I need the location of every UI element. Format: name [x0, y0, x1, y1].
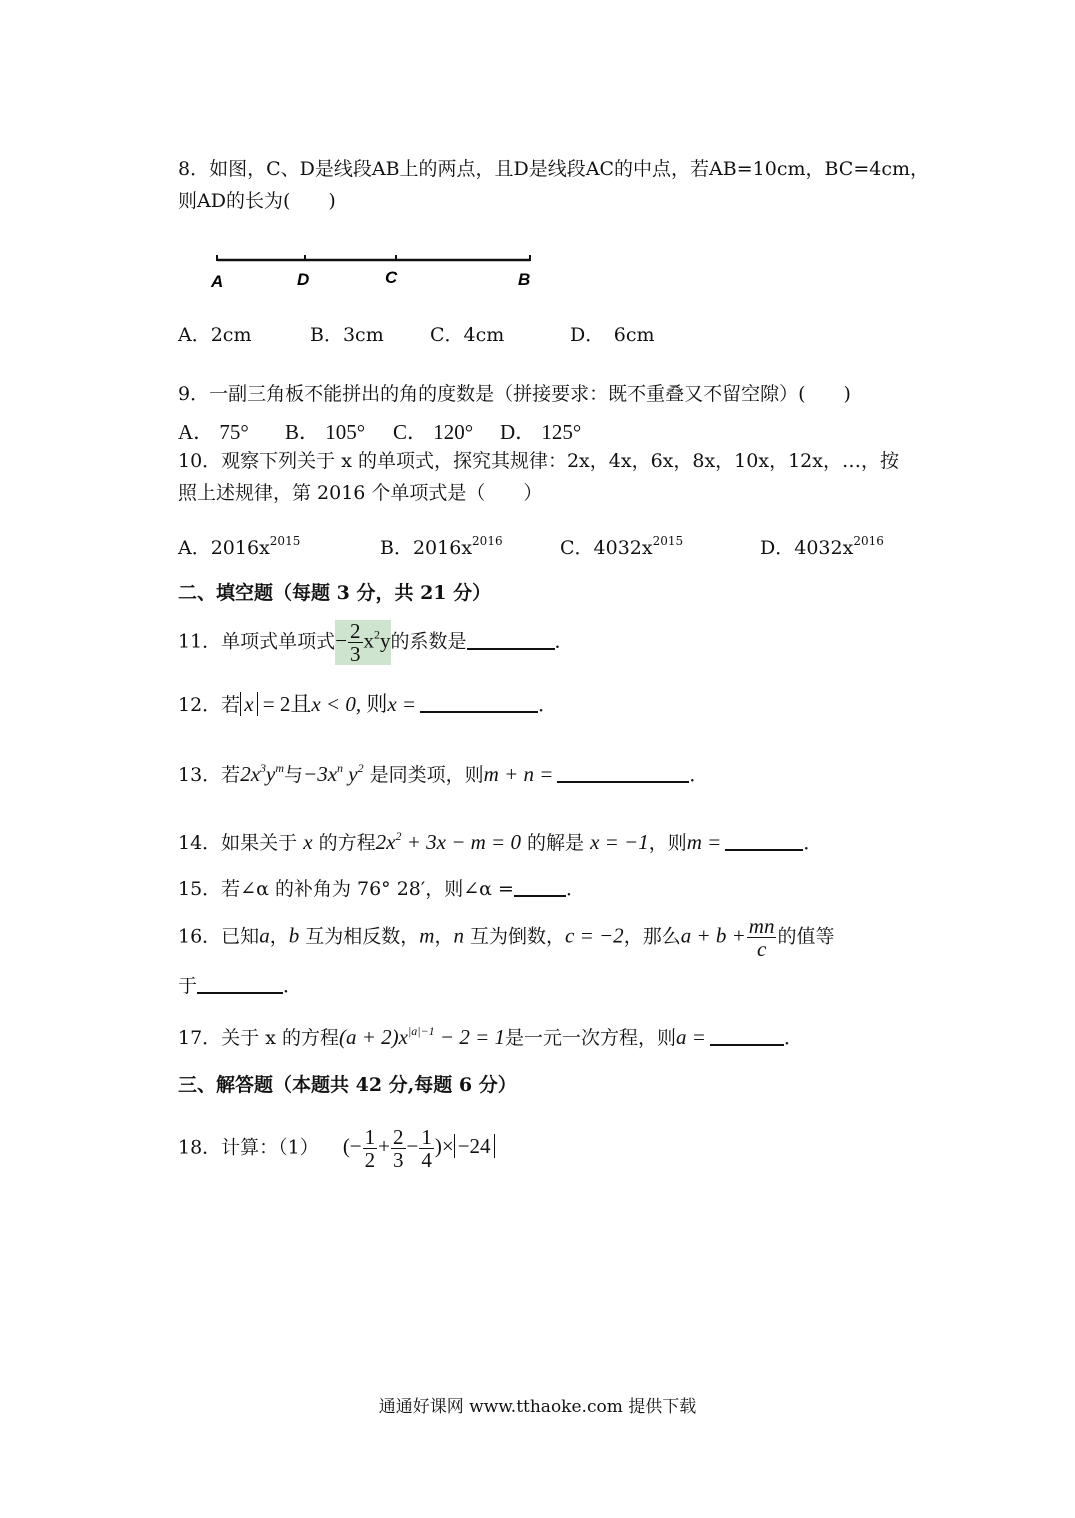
- q10-option-c: C．$4032x^{2015}$: [560, 534, 684, 559]
- q10-line2: 照上述规律，第 2016 个单项式是（ ）: [178, 482, 543, 504]
- point-label-b: B: [518, 270, 531, 289]
- q10-option-a: A．$2016x^{2015}$: [178, 534, 301, 559]
- section-2-heading: 二、填空题（每题 3 分，共 21 分）: [178, 582, 492, 604]
- q13-answer-blank[interactable]: [557, 765, 689, 783]
- q9-stem: 9．一副三角板不能拼出的角的度数是（拼接要求：既不重叠又不留空隙）( ): [178, 383, 851, 405]
- footer: 通通好课网 www.tthaoke.com 提供下载: [378, 1397, 697, 1417]
- q12-answer-blank[interactable]: [420, 695, 538, 713]
- q8-option-c: C．4cm: [430, 324, 505, 346]
- q16-line1: 16．已知a，b 互为相反数，m，n 互为倒数，c = −2，那么a + b + $\frac{mn}{c}$ 的值等: [178, 914, 835, 962]
- segment-figure: [205, 245, 545, 295]
- q9-option-a: A． 75°: [178, 420, 249, 444]
- q8-option-a: A．2cm: [178, 324, 252, 346]
- point-label-c: C: [385, 268, 398, 287]
- q16-line2: 于 ．: [178, 975, 303, 997]
- section-3-heading: 三、解答题（本题共 42 分,每题 6 分）: [178, 1074, 517, 1096]
- q9-option-b: B． 105°: [285, 420, 366, 444]
- q8-option-b: B．3cm: [310, 324, 384, 346]
- q11: 11．单项式单项式− $\frac{2}{3}$ $x^2y$的系数是 ．: [178, 619, 574, 667]
- q14-answer-blank[interactable]: [725, 833, 803, 851]
- point-label-a: A: [211, 272, 224, 291]
- q12: 12．若 x = 2且x < 0, 则x = ．: [178, 692, 558, 716]
- q10-option-d: D．$4032x^{2016}$: [760, 534, 884, 559]
- q16-answer-blank[interactable]: [197, 976, 283, 994]
- point-label-d: D: [297, 270, 310, 289]
- q8-line2: 则AD的长为( ): [178, 190, 336, 212]
- q9-option-c: C． 120°: [393, 420, 474, 444]
- q9-option-d: D． 125°: [500, 420, 582, 444]
- q11-answer-blank[interactable]: [467, 632, 555, 650]
- q15: 15．若∠α 的补角为 76° 28′，则∠α = ．: [178, 878, 585, 900]
- q17-answer-blank[interactable]: [710, 1028, 784, 1046]
- q8-option-d: D． 6cm: [570, 324, 655, 346]
- q17: 17．关于 x 的方程$(a + 2)x^{|a|-1} - 2 = 1$是一元一次方程，则a = ．: [178, 1024, 803, 1049]
- q18: 18．计算：（1） (− $\frac{1}{2}$ + $\frac{2}{3}$ − $\frac{1}{4}$ )× −24: [178, 1126, 495, 1171]
- q8-line1: 8．如图，C、D是线段AB上的两点，且D是线段AC的中点，若AB=10cm，BC=4cm，: [178, 158, 929, 180]
- q13: 13．若$2x^3y^m$与$-3x^n$ $y^2$ 是同类项，则m + n = ．: [178, 761, 709, 786]
- q10-line1: 10．观察下列关于 x 的单项式，探究其规律：2x，4x，6x，8x，10x，12x，…，按: [178, 450, 899, 472]
- q10-option-b: B．$2016x^{2016}$: [380, 534, 503, 559]
- q14: 14．如果关于 x 的方程$2x^2 + 3x - m = 0$ 的解是 x = −1，则m = ．: [178, 829, 823, 854]
- q15-answer-blank[interactable]: [514, 879, 566, 897]
